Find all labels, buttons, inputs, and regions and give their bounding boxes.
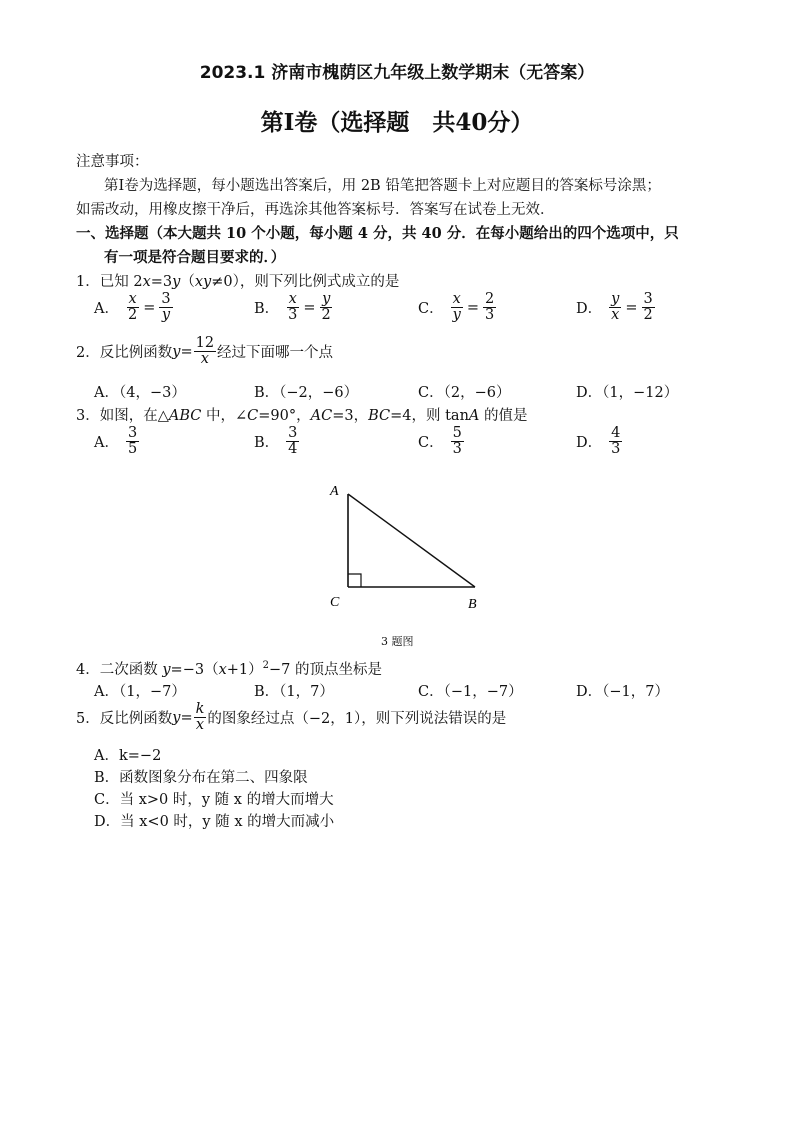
vertex-label-b: B [468,597,477,612]
part1-header-line-1: 一、选择题（本大题共 10 个小题，每小题 4 分，共 40 分．在每小题给出的四个选项中，只 [76,225,679,242]
question-2-option-a: A．（4，−3） [94,385,186,401]
question-4-option-a: A．（1，−7） [94,684,186,700]
question-2-option-b: B．（−2，−6） [254,385,359,401]
section-title: 第Ⅰ卷（选择题 共40分） [260,109,534,136]
question-4-option-c: C．（−1，−7） [418,684,523,700]
figure-caption: 3 题图 [381,635,414,648]
notice-line-2: 如需改动，用橡皮擦干净后，再选涂其他答案标号．答案写在试卷上无效． [76,202,555,218]
question-5-option-b: B．函数图象分布在第二、四象限 [94,770,308,786]
notice-heading: 注意事项： [76,154,149,170]
question-2-option-c: C．（2，−6） [418,385,511,401]
question-3-option-b: B． $\frac{3}{4}$ [254,425,298,458]
question-3-stem: 3．如图，在△ABC 中，∠C=90°，AC=3，BC=4，则 tanA 的值是 [76,408,528,424]
question-5-option-d: D．当 x<0 时，y 随 x 的增大而减小 [94,814,335,830]
question-1-stem: 1．已知 2x=3y（xy≠0），则下列比例式成立的是 [76,274,400,290]
right-angle-mark [348,574,361,587]
question-4-stem: 4．二次函数 $y=-3(x+1)^2-7$ 的顶点坐标是 [76,660,382,678]
question-3-option-a: A． $\frac{3}{5}$ [94,425,138,458]
question-1-option-b: B． $\frac{x}{3}$ = $\frac{y}{2}$ [254,291,331,324]
notice-line-1: 第Ⅰ卷为选择题，每小题选出答案后，用 2B 铅笔把答题卡上对应题目的答案标号涂黑； [104,178,661,194]
document-title: 2023.1 济南市槐荫区九年级上数学期末（无答案） [199,63,595,83]
question-1-option-d: D． $\frac{y}{x}$ = $\frac{3}{2}$ [576,291,653,324]
part1-header-line-2: 有一项是符合题目要求的．） [104,249,286,266]
question-3-option-d: D． $\frac{4}{3}$ [576,425,621,458]
question-2-option-d: D．（1，−12） [576,385,679,401]
question-5-stem: 5．反比例函数 y = $\frac{k}{x}$ 的图象经过点（−2，1），则下列说法错误的是 [76,701,507,734]
question-3-option-c: C． $\frac{5}{3}$ [418,425,462,458]
question-4-option-d: D．（−1，7） [576,684,669,700]
triangle-figure [320,478,500,614]
side-ab [348,494,475,587]
question-1-option-c: C． $\frac{x}{y}$ = $\frac{2}{3}$ [418,291,495,324]
vertex-label-c: C [330,595,340,610]
question-2-stem: 2．反比例函数 y = $\frac{12}{x}$ 经过下面哪一个点 [76,335,334,368]
question-5-option-c: C．当 x>0 时，y 随 x 的增大而增大 [94,792,334,808]
question-4-option-b: B．（1，7） [254,684,334,700]
question-5-option-a: A．k=−2 [94,748,162,764]
question-1-option-a: A． $\frac{x}{2}$ = $\frac{3}{y}$ [94,291,171,324]
vertex-label-a: A [330,484,339,499]
